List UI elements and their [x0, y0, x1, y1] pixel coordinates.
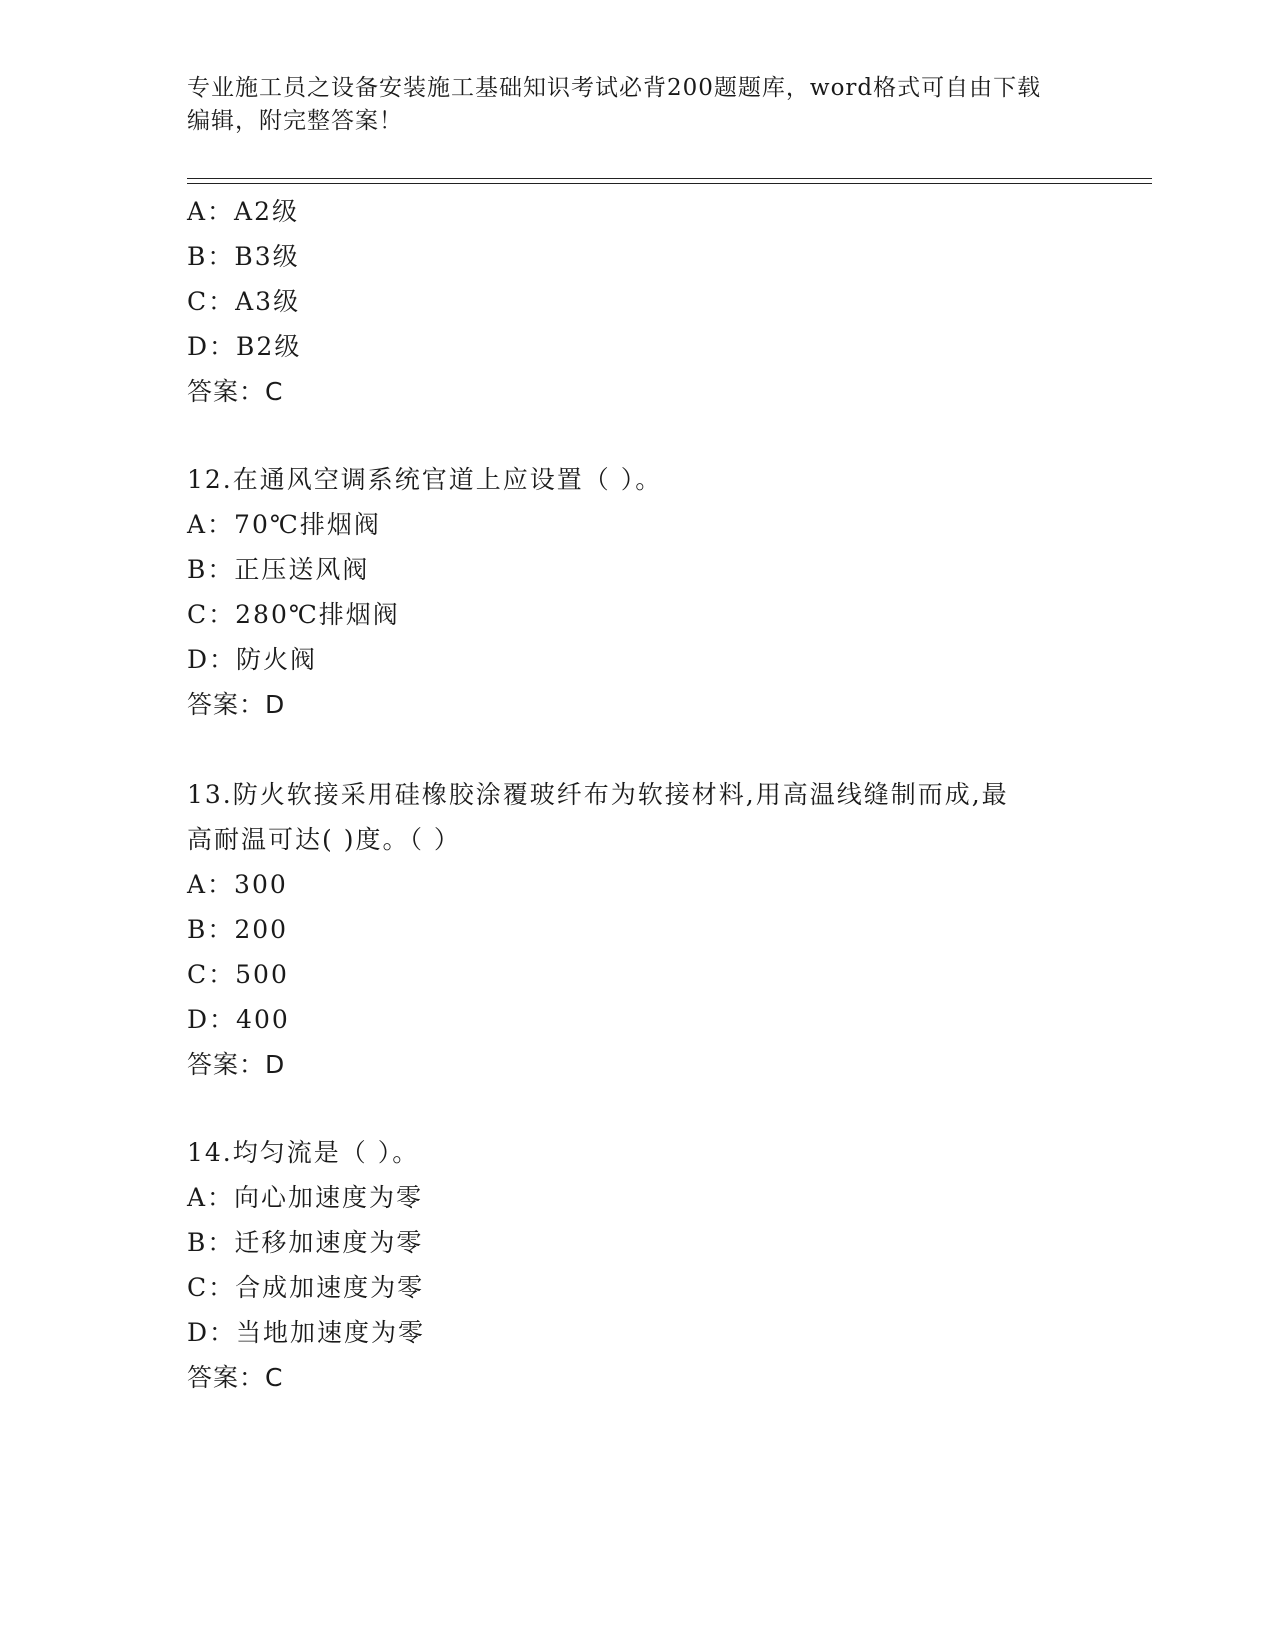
q11-option-c: C：A3级	[187, 287, 301, 316]
q12-option-b: B：正压送风阀	[187, 555, 370, 584]
header-line-1: 专业施工员之设备安装施工基础知识考试必背200题题库，word格式可自由下载	[187, 75, 1042, 101]
header-divider-top	[187, 178, 1152, 179]
q13-answer: 答案：D	[187, 1050, 286, 1079]
q12-question: 12.在通风空调系统官道上应设置（ ）。	[187, 465, 663, 494]
document-header	[187, 72, 1087, 138]
q14-option-b: B：迁移加速度为零	[187, 1228, 424, 1257]
q12-option-a: A：70℃排烟阀	[187, 510, 381, 539]
q12-option-d: D：防火阀	[187, 645, 318, 674]
q12-answer: 答案：D	[187, 690, 286, 719]
q13-option-a: A：300	[187, 870, 288, 899]
q13-option-b: B：200	[187, 915, 289, 944]
q14-answer: 答案：C	[187, 1363, 284, 1392]
q12-option-c: C：280℃排烟阀	[187, 600, 400, 629]
q13-question-line-2: 高耐温可达( )度。（ ）	[187, 825, 461, 854]
q14-option-d: D：当地加速度为零	[187, 1318, 426, 1347]
q13-question-line-1: 13.防火软接采用硅橡胶涂覆玻纤布为软接材料,用高温线缝制而成,最	[187, 780, 1009, 809]
q11-option-d: D：B2级	[187, 332, 302, 361]
q11-answer: 答案：C	[187, 377, 284, 406]
q14-option-c: C：合成加速度为零	[187, 1273, 425, 1302]
q13-option-c: C：500	[187, 960, 289, 989]
q14-question: 14.均匀流是（ ）。	[187, 1138, 420, 1167]
q14-option-a: A：向心加速度为零	[187, 1183, 424, 1212]
q11-option-a: A：A2级	[187, 197, 300, 226]
q11-option-b: B：B3级	[187, 242, 300, 271]
header-line-2: 编辑，附完整答案！	[187, 108, 403, 134]
header-divider-bottom	[187, 183, 1152, 184]
q13-option-d: D：400	[187, 1005, 290, 1034]
